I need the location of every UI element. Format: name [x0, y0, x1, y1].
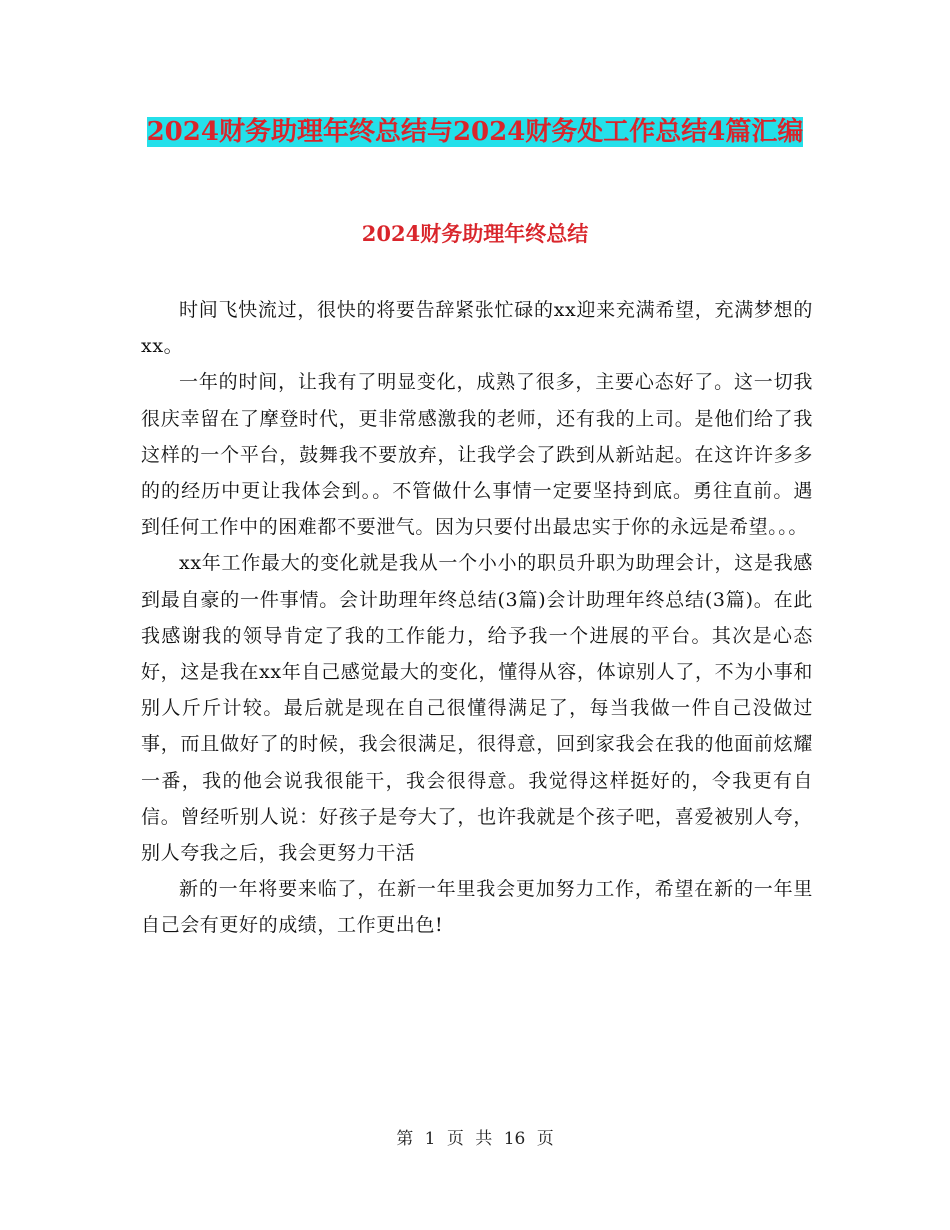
paragraph-1: 时间飞快流过，很快的将要告辞紧张忙碌的xx迎来充满希望，充满梦想的xx。	[141, 299, 813, 358]
section-title: 2024财务助理年终总结	[361, 221, 589, 246]
paragraph-3: xx年工作最大的变化就是我从一个小小的职员升职为助理会计，这是我感到最自豪的一件事情。会计助理年终总结(3篇)会计助理年终总结(3篇)。在此我感谢我的领导肯定了我的工作能力，给予我一个进展的平台。其次是心态好，这是我在xx年自己感觉最大的变化，懂得从容，体谅别人了，不为小事和别人斤斤计较。最后就是现在自己很懂得满足了，每当我做一件自己没做过事，而且做好了的时候，我会很满足，很得意，回到家我会在我的他面前炫耀一番，我的他会说我很能干，我会很得意。我觉得这样挺好的，令我更有自信。曾经听别人说：好孩子是夸大了，也许我就是个孩子吧，喜爱被别人夸，别人夸我之后，我会更努力干活	[141, 552, 813, 865]
document-title-text: 2024财务助理年终总结与2024财务处工作总结4篇汇编	[146, 117, 804, 147]
document-title	[140, 108, 810, 156]
paragraph-2: 一年的时间，让我有了明显变化，成熟了很多，主要心态好了。这一切我很庆幸留在了摩登时代，更非常感激我的老师，还有我的上司。是他们给了我这样的一个平台，鼓舞我不要放弃，让我学会了跌到从新站起。在这许许多多的的经历中更让我体会到。。不管做什么事情一定要坚持到底。勇往直前。遇到任何工作中的困难都不要泄气。因为只要付出最忠实于你的永远是希望。。。	[141, 371, 813, 539]
paragraph-4: 新的一年将要来临了，在新一年里我会更加努力工作，希望在新的一年里自己会有更好的成绩，工作更出色!	[141, 878, 813, 937]
page-footer: 第 1 页 共 16 页	[396, 1129, 554, 1149]
document-body	[141, 292, 813, 944]
